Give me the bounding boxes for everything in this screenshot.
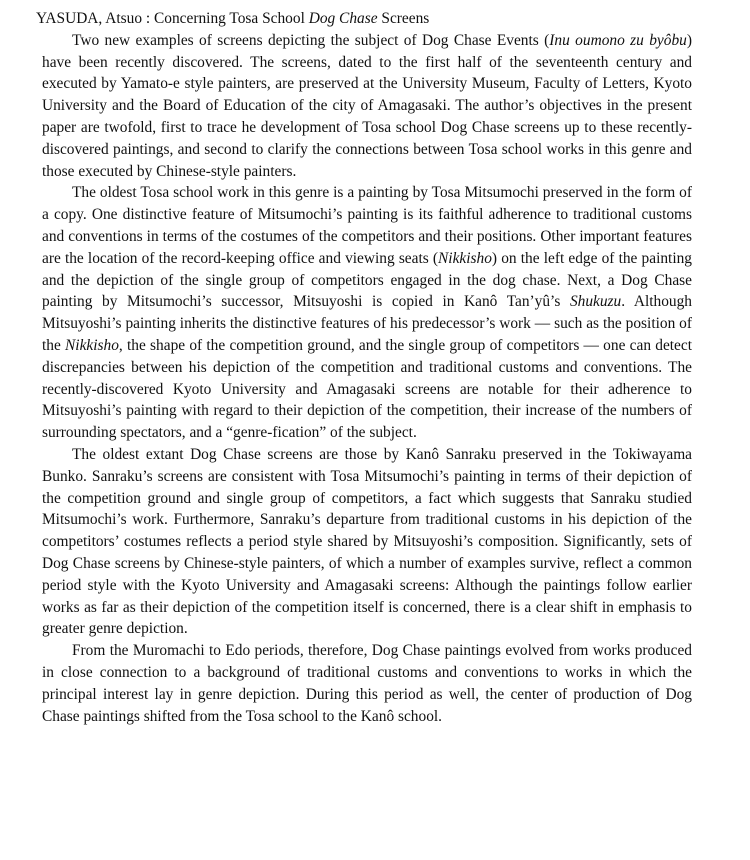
text-run: Two new examples of screens depicting the subject of Dog Chase Events ( (72, 31, 550, 49)
author-name: YASUDA, Atsuo (36, 10, 143, 27)
italic-term: Inu oumono zu byôbu (549, 31, 687, 49)
text-run: The oldest extant Dog Chase screens are those by Kanô Sanraku preserved in the Tokiwayama Bunko. Sanraku’s screens are consistent with Tosa Mitsumochi’s painting in terms of their depiction of the competition ground and single group of competitors, a fact which suggests that Sanraku studied Mitsumochi’s work. Furthermore, Sanraku’s departure from traditional customs in his depiction of the competitors’ costumes reflects a period style shared by Mitsuyoshi’s composition. Significantly, sets of Dog Chase screens by Chinese-style painters, of which a number of examples survive, reflect a common period style with the Kyoto University and Amagasaki screens: Although the paintings follow earlier works as far as their depiction of the competition itself is concerned, there is a clear shift in emphasis to greater genre depiction. (42, 445, 692, 638)
paragraph-1 (42, 30, 692, 183)
title-suffix-text: Screens (377, 10, 430, 27)
abstract-page (36, 8, 692, 727)
text-run: The oldest Tosa school work in this genre is a painting by Tosa Mitsumochi preserved in the form of a copy. One distinctive feature of Mitsumochi’s painting is its faithful adherence to traditional customs and conventions in terms of the costumes of the competitors and their positions. Other important features are the location of the record-keeping office and viewing seats ( (42, 184, 692, 267)
paragraph-2 (42, 182, 692, 444)
paragraph-3 (42, 444, 692, 640)
article-title (36, 8, 692, 30)
italic-term: Nikkisho (65, 336, 119, 354)
italic-term: Shukuzu (569, 293, 622, 311)
title-separator: : (142, 10, 155, 27)
title-text: Concerning Tosa School (154, 10, 309, 27)
text-run: From the Muromachi to Edo periods, therefore, Dog Chase paintings evolved from works produced in close connection to a background of traditional customs and conventions to works in which the principal interest lay in genre depiction. During this period as well, the center of production of Dog Chase paintings shifted from the Tosa school to the Kanô school. (42, 642, 692, 725)
text-run: . Although Mitsuyoshi’s painting inherits the distinctive features of his predecessor’s work — such as the position of the (42, 293, 692, 354)
title-italic-text: Dog Chase (308, 10, 378, 27)
paragraph-4 (42, 640, 692, 727)
italic-term: Nikkisho (438, 249, 492, 267)
text-run: , the shape of the competition ground, and the single group of competitors — one can detect discrepancies between his depiction of the competition and traditional customs and conventions. The recently-discovered Kyoto University and Amagasaki screens are notable for their adherence to Mitsuyoshi’s painting with regard to their depiction of the competition, their increase of the numbers of surrounding spectators, and a “genre-fication” of the subject. (42, 336, 692, 442)
abstract-body (42, 30, 692, 728)
text-run: ) have been recently discovered. The screens, dated to the first half of the seventeenth century and executed by Yamato-e style painters, are preserved at the University Museum, Faculty of Letters, Kyoto University and the Board of Education of the city of Amagasaki. The author’s objectives in the present paper are twofold, first to trace he development of Tosa school Dog Chase screens up to these recently-discovered paintings, and second to clarify the connections between Tosa school works in this genre and those executed by Chinese-style painters. (42, 31, 692, 180)
text-run: ) on the left edge of the painting and the depiction of the single group of competitors engaged in the dog chase. Next, a Dog Chase painting by Mitsumochi’s successor, Mitsuyoshi is copied in Kanô Tan’yû’s (42, 249, 692, 311)
